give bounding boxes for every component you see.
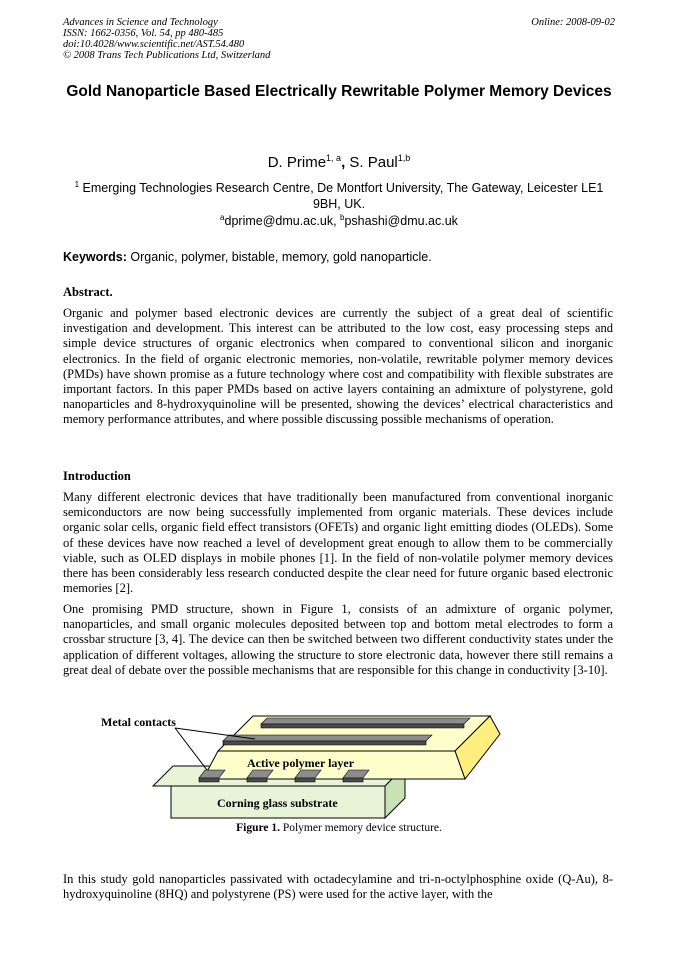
figure-1-device-diagram [95, 708, 525, 826]
journal-header [63, 17, 270, 61]
author-separator: , [341, 154, 350, 171]
introduction-p1: Many different electronic devices that have traditionally been manufactured from conventional inorganic semiconductors are now being successfully implemented from organic materials. These devices include organic solar cells, organic field effect transistors (OFETs) and organic light emitting diodes (OLEDs). Some of these devices have now reached a level of development great enough to allow them to be commercially viable, such as OLED displays in mobile phones [1]. In the field of non-volatile polymer memory devices there has been considerably less research conducted despite the clear need for future organic based electronic memories [2]. [63, 490, 613, 596]
author-2-name: S. Paul [349, 154, 398, 171]
affiliation-text: Emerging Technologies Research Centre, De Montfort University, The Gateway, Leicester LE1 9BH, UK. [79, 181, 604, 212]
abstract-heading: Abstract. [63, 285, 113, 299]
top-contact-2-top [223, 735, 432, 741]
keywords [63, 250, 615, 264]
abstract-text: Organic and polymer based electronic devices are currently the subject of a great deal of scientific investigation and development. This interest can be attributed to the low cost, easy processing steps and simple device structures of organic electronics when compared to conventional silicon and inorganic electronics. In the field of organic electronic memories, non-volatile, rewritable polymer memory devices (PMDs) have shown promise as a future technology where cost and compatibility with flexible substrates are important factors. In this paper PMDs based on active layers containing an admixture of polystyrene, gold nanoparticles and 8-hydroxyquinoline will be presented, showing the devices’ electrical characteristics and memory performance attributes, and where possible discussing possible mechanisms of operation. [63, 306, 613, 427]
email-separator: , [333, 214, 341, 229]
author-2-affil: 1,b [397, 153, 411, 163]
figure-1-caption-label: Figure 1. [236, 822, 280, 834]
author-1-name: D. Prime [267, 154, 327, 171]
top-contact-2-side [223, 741, 426, 745]
bottom-contact-4-side [343, 778, 363, 782]
email-b[interactable]: pshashi@dmu.ac.uk [344, 214, 458, 229]
top-contact-1-side [261, 724, 464, 728]
affiliation [63, 177, 615, 212]
authors [63, 153, 615, 171]
pointer-arrow-bottom-contact [175, 728, 207, 770]
keywords-label: Keywords: [63, 250, 127, 264]
figure-1-caption-text: Polymer memory device structure. [279, 822, 442, 834]
body-paragraph-final: In this study gold nanoparticles passivated with octadecylamine and tri-n-octylphosphine oxide (Q-Au), 8-hydroxyquinoline (8HQ) and polystyrene (PS) were used for the active layer, with the [63, 872, 613, 902]
label-corning-glass-substrate: Corning glass substrate [217, 796, 338, 810]
bottom-contact-1-side [199, 778, 219, 782]
introduction-heading: Introduction [63, 469, 131, 483]
figure-1-caption [63, 822, 615, 834]
email-b-sup: b [340, 213, 345, 222]
keywords-text: Organic, polymer, bistable, memory, gold nanoparticle. [126, 250, 432, 264]
label-active-polymer-layer: Active polymer layer [247, 756, 355, 770]
label-metal-contacts: Metal contacts [101, 715, 176, 729]
bottom-contact-2-side [247, 778, 267, 782]
paper-title: Gold Nanoparticle Based Electrically Rewritable Polymer Memory Devices [66, 83, 612, 100]
journal-name: Advances in Science and Technology [63, 17, 218, 28]
journal-copyright: © 2008 Trans Tech Publications Ltd, Switzerland [63, 50, 271, 61]
author-emails [63, 213, 615, 228]
affiliation-sup: 1 [74, 180, 80, 189]
online-date: Online: 2008-09-02 [531, 17, 615, 28]
introduction-p2: One promising PMD structure, shown in Figure 1, consists of an admixture of organic polymer, nanoparticles, and small organic molecules deposited between top and bottom metal electrodes to form a crossbar structure [3, 4]. The device can then be switched between two different conductivity states under the application of different voltages, allowing the structure to store electronic data, however there still remains a great deal of debate over the possible mechanisms that are responsible for this change in conductivity [3-10]. [63, 602, 613, 677]
author-1-affil: 1, a [326, 153, 342, 163]
top-contact-1-top [261, 718, 470, 724]
bottom-contact-3-side [295, 778, 315, 782]
journal-doi: doi:10.4028/www.scientific.net/AST.54.480 [63, 39, 245, 50]
journal-issn: ISSN: 1662-0356, Vol. 54, pp 480-485 [63, 28, 224, 39]
email-a-sup: a [220, 213, 225, 222]
email-a[interactable]: dprime@dmu.ac.uk [224, 214, 334, 229]
